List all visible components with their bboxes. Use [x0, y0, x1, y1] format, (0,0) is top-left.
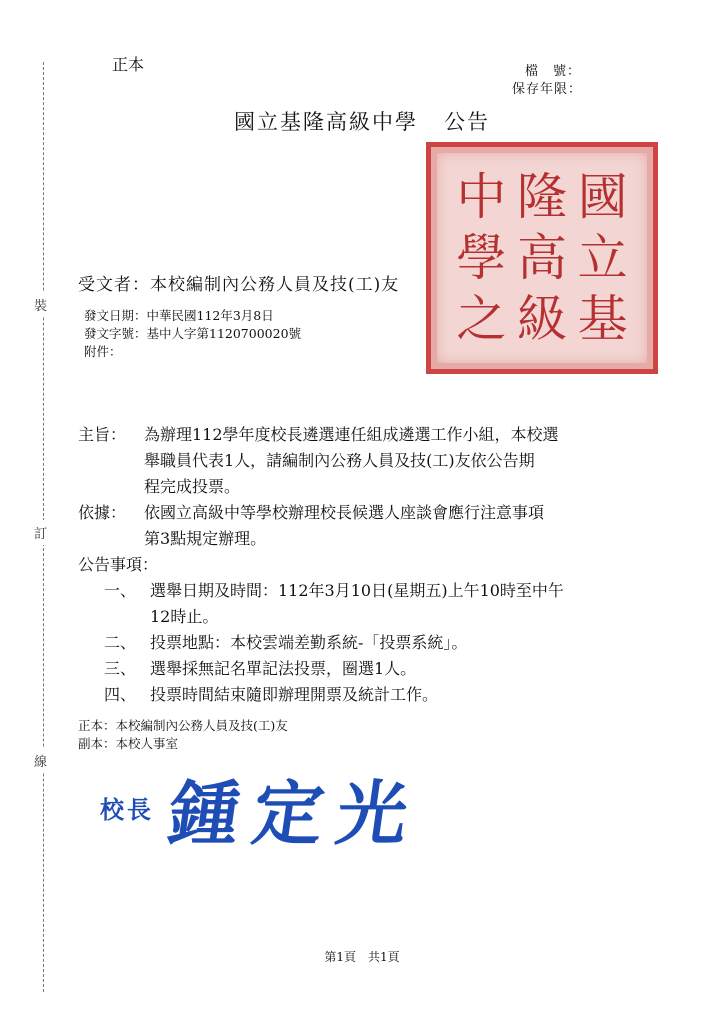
recipient: 受文者：本校編制內公務人員及技(工)友: [78, 275, 400, 295]
item-text: 12時止。: [150, 607, 219, 626]
seal-char: 隆: [517, 168, 567, 227]
announcement-item-4: [104, 682, 438, 708]
item-number: 一、: [104, 581, 137, 600]
page-title: [0, 106, 724, 136]
subject-line: 程完成投票。: [144, 477, 241, 496]
items-label: 公告事項：: [78, 555, 159, 574]
title-school: 國立基隆高級中學: [234, 110, 418, 134]
subject-body: [144, 422, 664, 500]
official-seal: [426, 142, 658, 374]
item-text: 選舉採無記名單記法投票，圈選1人。: [150, 659, 417, 678]
original-copy-recipient: 正本：本校編制內公務人員及技(工)友: [78, 718, 288, 733]
page-number: 第1頁 共1頁: [324, 950, 400, 964]
announcement-item-1: [104, 578, 674, 630]
seal-characters: [451, 167, 633, 349]
duplicate-copy-recipient: 副本：本校人事室: [78, 736, 179, 751]
copy-label: 正本: [112, 55, 145, 74]
item-number: 三、: [104, 659, 137, 678]
announcement-item-2: [104, 630, 467, 656]
item-number: 二、: [104, 633, 137, 652]
seal-char: 中: [456, 168, 507, 227]
basis-body: [144, 500, 664, 552]
item-text: 投票時間結束隨即辦理開票及統計工作。: [150, 685, 439, 704]
seal-char: 立: [577, 228, 628, 287]
announcement-item-3: [104, 656, 416, 682]
seal-char: 基: [577, 289, 628, 348]
subject-line: 為辦理112學年度校長遴選連任組成遴選工作小組，本校選: [144, 425, 559, 444]
basis-section: [78, 500, 668, 548]
seal-char: 國: [577, 168, 628, 227]
subject-section: [78, 422, 668, 496]
binding-mark-2: 訂: [34, 520, 47, 545]
issue-number: 發文字號：基中人字第1120700020號: [84, 326, 302, 341]
basis-line: 第3點規定辦理。: [144, 529, 267, 548]
attachment-label: 附件：: [84, 344, 122, 359]
issue-date: 發文日期：中華民國112年3月8日: [84, 308, 274, 323]
seal-char: 學: [456, 228, 507, 287]
file-number-label: 檔 號：: [525, 64, 582, 79]
item-text: 選舉日期及時間：112年3月10日(星期五)上午10時至中午: [150, 581, 564, 600]
item-number: 四、: [104, 685, 137, 704]
basis-line: 依國立高級中等學校辦理校長候選人座談會應行注意事項: [144, 503, 545, 522]
item-text: 投票地點：本校雲端差勤系統-「投票系統」。: [150, 633, 468, 652]
basis-label: 依據：: [78, 503, 127, 522]
subject-line: 舉職員代表1人，請編制內公務人員及技(工)友依公告期: [144, 451, 535, 470]
binding-mark-3: 線: [34, 748, 47, 773]
signature-title: 校長: [100, 795, 154, 824]
title-kind: 公告: [444, 110, 490, 134]
subject-label: 主旨：: [78, 425, 127, 444]
binding-mark-1: 裝: [34, 292, 47, 317]
seal-char: 之: [456, 289, 507, 348]
seal-char: 高: [517, 228, 567, 287]
seal-char: 級: [517, 289, 567, 348]
retention-label: 保存年限：: [512, 82, 583, 97]
principal-signature: 鍾定光: [163, 772, 428, 855]
